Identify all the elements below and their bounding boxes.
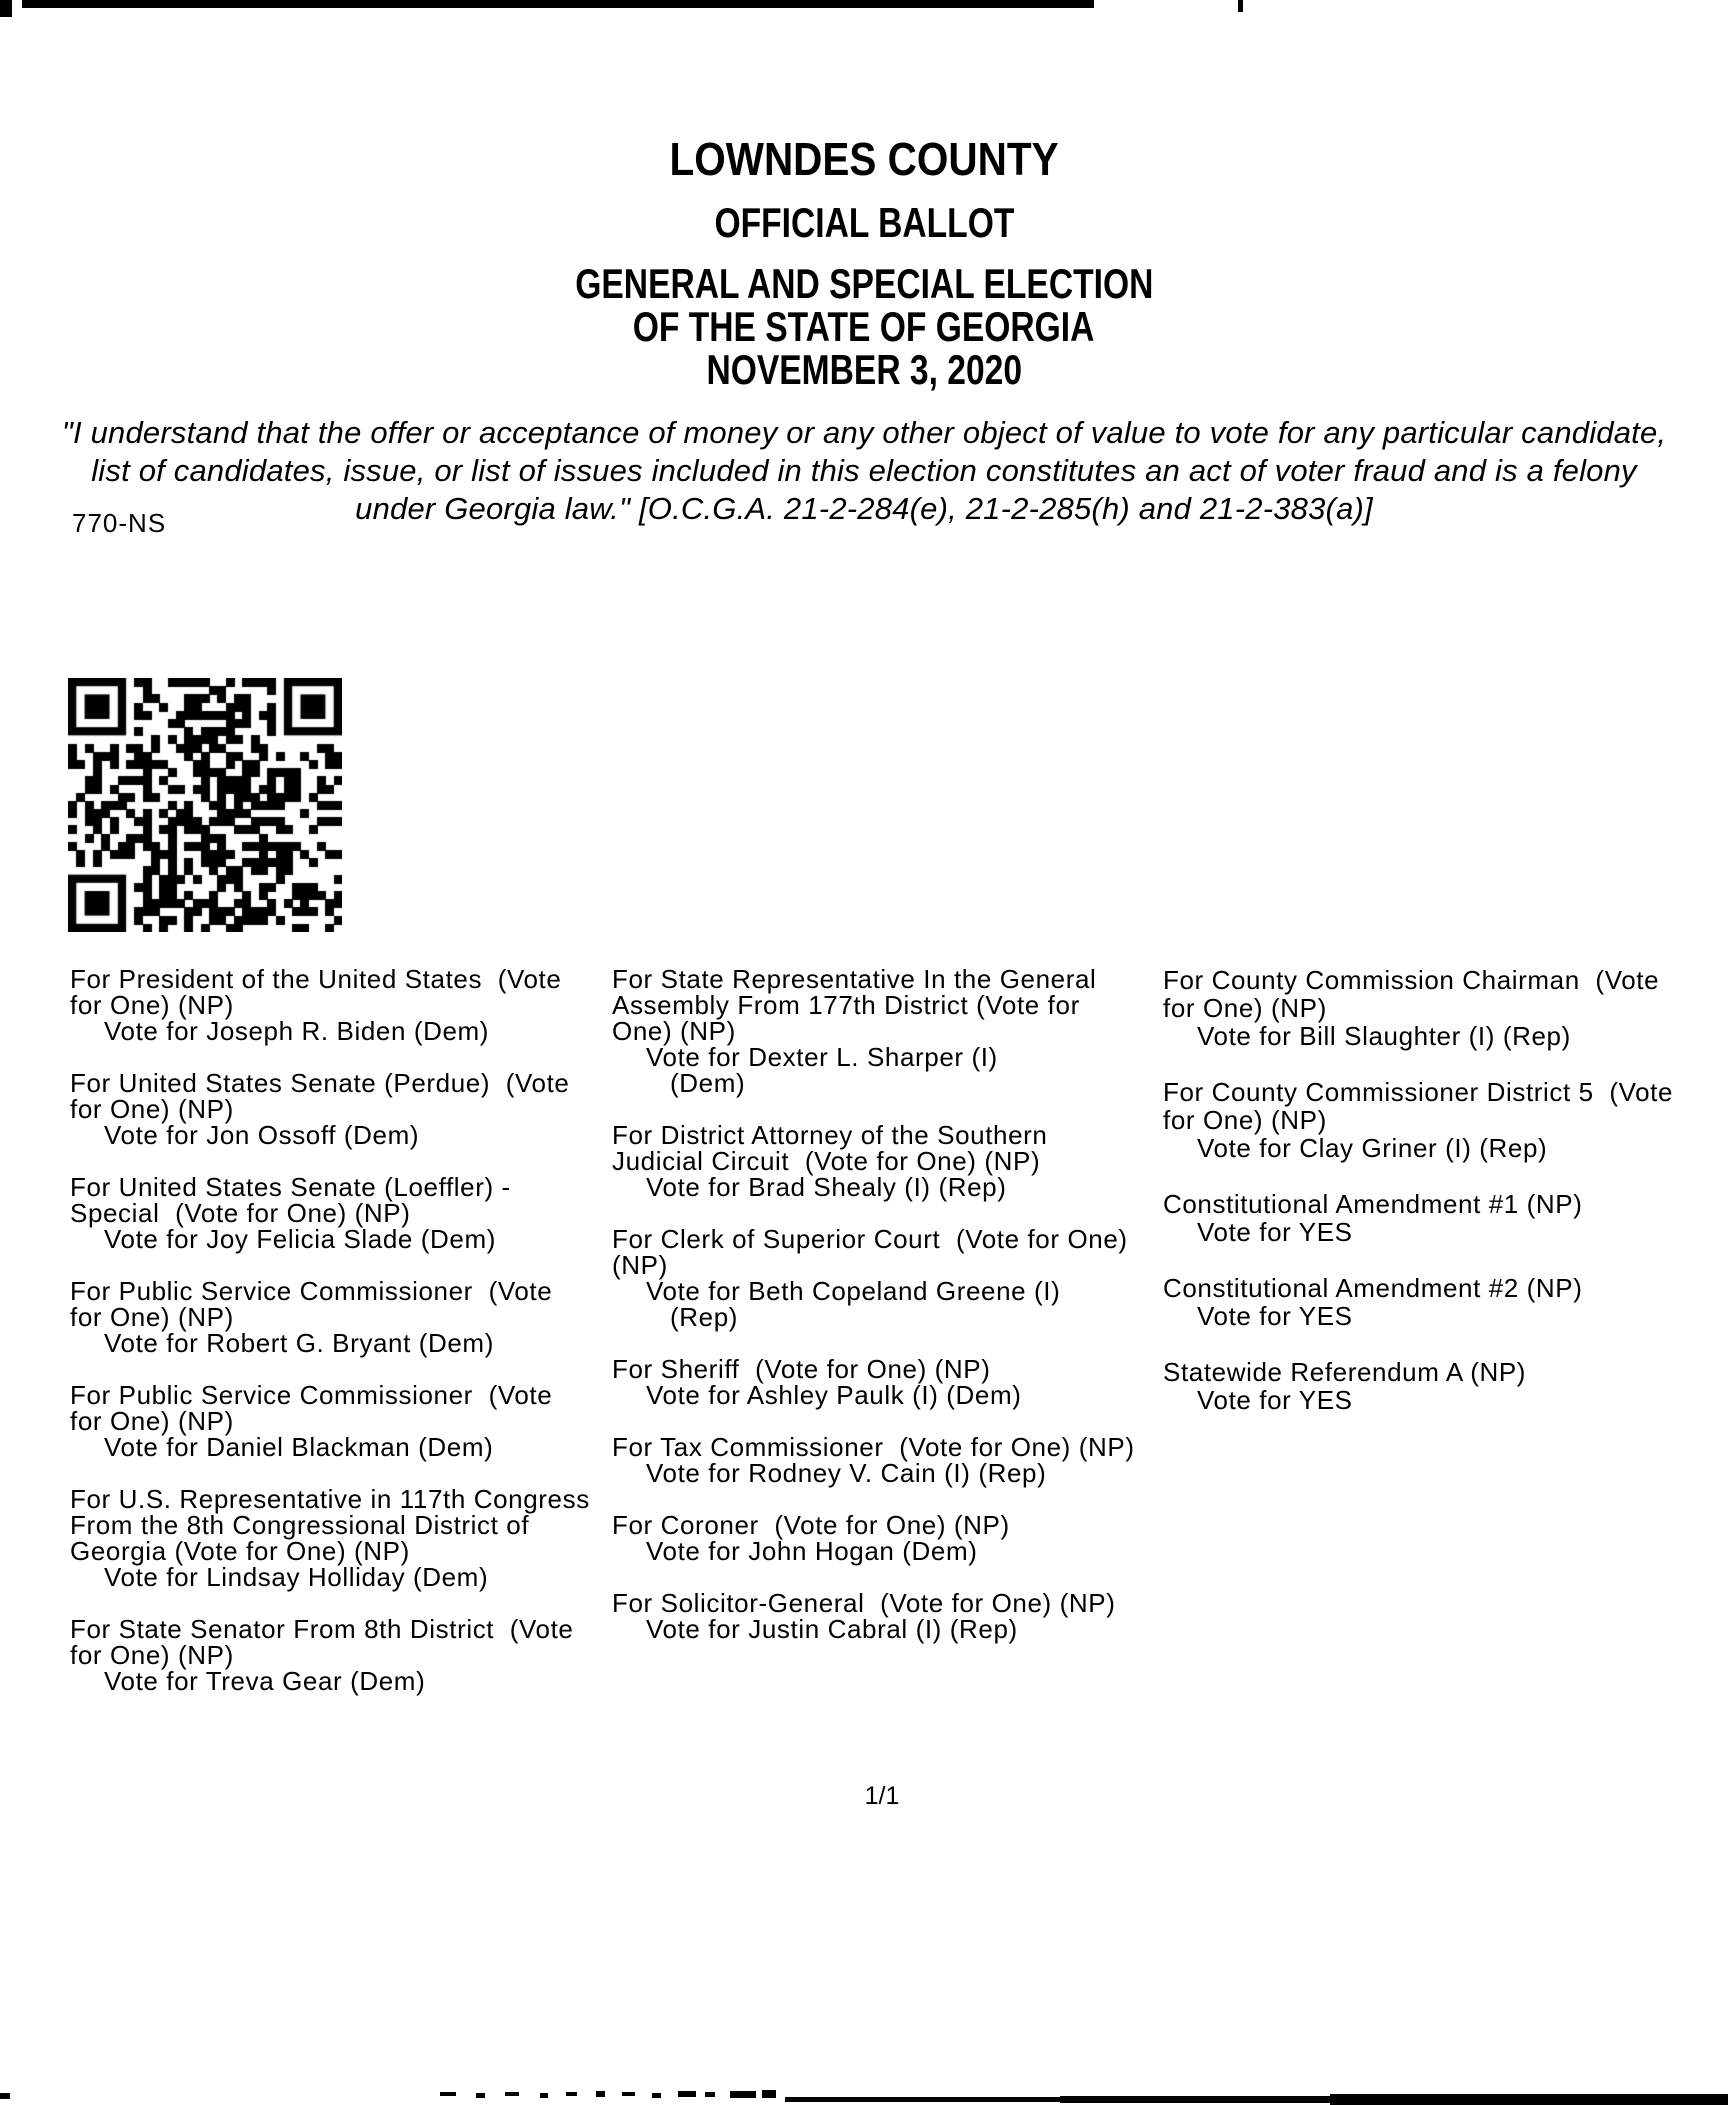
bottom-cutoff-artifact xyxy=(596,2091,605,2097)
contest xyxy=(70,1382,618,1460)
ballot-title: OFFICIAL BALLOT xyxy=(714,199,1014,246)
vote-selection-line: (Dem) xyxy=(670,1068,746,1098)
ballot-column-center xyxy=(612,966,1164,1668)
vote-selection-line: Vote for YES xyxy=(1197,1217,1353,1247)
contest-heading-line: for One) (NP) xyxy=(70,1302,234,1332)
ballot-column-left xyxy=(70,966,618,1720)
vote-selection-line: Vote for John Hogan (Dem) xyxy=(646,1536,978,1566)
bottom-cutoff-artifact xyxy=(678,2091,696,2097)
contest-heading-line: For Public Service Commissioner (Vote xyxy=(70,1380,553,1410)
bottom-cutoff-artifact xyxy=(730,2091,756,2098)
contest-heading-line: for One) (NP) xyxy=(70,990,234,1020)
contest-heading-line: For President of the United States (Vote xyxy=(70,964,562,994)
bottom-cutoff-artifact xyxy=(762,2090,776,2098)
contest xyxy=(70,1070,618,1148)
bottom-cutoff-artifact xyxy=(505,2092,519,2096)
contest-heading-line: For Clerk of Superior Court (Vote for One) xyxy=(612,1224,1128,1254)
contest-heading-line: From the 8th Congressional District of xyxy=(70,1510,530,1540)
contest xyxy=(612,1590,1164,1642)
contest xyxy=(612,1122,1164,1200)
contest xyxy=(612,966,1164,1096)
contest-heading-line: For State Senator From 8th District (Vote xyxy=(70,1614,574,1644)
contest xyxy=(612,1434,1164,1486)
contest xyxy=(1163,966,1728,1050)
contest xyxy=(612,1356,1164,1408)
contest-heading-line: For County Commission Chairman (Vote xyxy=(1163,965,1660,995)
ballot-column-right xyxy=(1163,966,1728,1442)
contest-heading-line: For District Attorney of the Southern xyxy=(612,1120,1048,1150)
contest xyxy=(70,1486,618,1590)
scan-artifact-bottom-left xyxy=(0,2093,10,2099)
contest-heading-line: Georgia (Vote for One) (NP) xyxy=(70,1536,410,1566)
contest xyxy=(1163,1078,1728,1162)
contest-heading-line: (NP) xyxy=(612,1250,668,1280)
election-title xyxy=(0,262,1728,391)
page-number: 1/1 xyxy=(864,1782,900,1810)
contest-heading-line: One) (NP) xyxy=(612,1016,736,1046)
top-rule xyxy=(22,0,1094,8)
bottom-cutoff-artifact xyxy=(440,2092,456,2096)
election-title-line: NOVEMBER 3, 2020 xyxy=(706,346,1022,393)
contest-heading-line: for One) (NP) xyxy=(1163,993,1327,1023)
vote-selection-line: Vote for Jon Ossoff (Dem) xyxy=(104,1120,420,1150)
contest xyxy=(70,1278,618,1356)
contest-heading-line: For Solicitor-General (Vote for One) (NP) xyxy=(612,1588,1116,1618)
contest xyxy=(70,966,618,1044)
contest xyxy=(612,1226,1164,1330)
vote-selection-line: Vote for Daniel Blackman (Dem) xyxy=(104,1432,494,1462)
contest xyxy=(612,1512,1164,1564)
contest xyxy=(70,1174,618,1252)
county-title: LOWNDES COUNTY xyxy=(669,133,1059,185)
disclaimer-line: "I understand that the offer or acceptance of money or any other object of value to vote for any particular candidate, xyxy=(61,415,1667,450)
contest-heading-line: Assembly From 177th District (Vote for xyxy=(612,990,1080,1020)
vote-selection-line: Vote for Joy Felicia Slade (Dem) xyxy=(104,1224,497,1254)
vote-selection-line: Vote for Beth Copeland Greene (I) xyxy=(646,1276,1061,1306)
bottom-cutoff-artifact xyxy=(705,2092,715,2097)
disclaimer-line: under Georgia law." [O.C.G.A. 21-2-284(e), 21-2-285(h) and 21-2-383(a)] xyxy=(355,491,1373,526)
vote-selection-line: Vote for Rodney V. Cain (I) (Rep) xyxy=(646,1458,1047,1488)
contest-heading-line: For United States Senate (Perdue) (Vote xyxy=(70,1068,570,1098)
election-title-line: GENERAL AND SPECIAL ELECTION xyxy=(574,260,1154,307)
bottom-cutoff-artifact xyxy=(540,2093,548,2098)
scan-artifact-top-tick xyxy=(1238,0,1243,12)
contest xyxy=(1163,1190,1728,1246)
vote-selection-line: Vote for YES xyxy=(1197,1385,1353,1415)
vote-selection-line: Vote for Joseph R. Biden (Dem) xyxy=(104,1016,490,1046)
contest-heading-line: For State Representative In the General xyxy=(612,964,1097,994)
vote-selection-line: Vote for Treva Gear (Dem) xyxy=(104,1666,426,1696)
vote-selection-line: Vote for Brad Shealy (I) (Rep) xyxy=(646,1172,1007,1202)
contest-heading-line: Special (Vote for One) (NP) xyxy=(70,1198,411,1228)
vote-selection-line: Vote for Justin Cabral (I) (Rep) xyxy=(646,1614,1018,1644)
contest-heading-line: Constitutional Amendment #1 (NP) xyxy=(1163,1189,1583,1219)
voter-fraud-disclaimer xyxy=(0,414,1728,528)
vote-selection-line: Vote for Clay Griner (I) (Rep) xyxy=(1197,1133,1548,1163)
contest-heading-line: Constitutional Amendment #2 (NP) xyxy=(1163,1273,1583,1303)
election-title-line: OF THE STATE OF GEORGIA xyxy=(633,303,1095,350)
contest-heading-line: For U.S. Representative in 117th Congress xyxy=(70,1484,590,1514)
bottom-cutoff-artifact xyxy=(566,2092,577,2096)
contest xyxy=(1163,1274,1728,1330)
contest xyxy=(70,1616,618,1694)
vote-selection-line: Vote for YES xyxy=(1197,1301,1353,1331)
vote-selection-line: Vote for Ashley Paulk (I) (Dem) xyxy=(646,1380,1022,1410)
contest-heading-line: For County Commissioner District 5 (Vote xyxy=(1163,1077,1674,1107)
vote-selection-line: (Rep) xyxy=(670,1302,739,1332)
bottom-cutoff-artifact xyxy=(652,2093,661,2098)
contest-heading-line: Statewide Referendum A (NP) xyxy=(1163,1357,1527,1387)
bottom-rule xyxy=(1330,2094,1728,2105)
contest-heading-line: for One) (NP) xyxy=(1163,1105,1327,1135)
vote-selection-line: Vote for Bill Slaughter (I) (Rep) xyxy=(1197,1021,1571,1051)
contest-heading-line: For United States Senate (Loeffler) - xyxy=(70,1172,511,1202)
vote-selection-line: Vote for Robert G. Bryant (Dem) xyxy=(104,1328,494,1358)
bottom-cutoff-artifact xyxy=(476,2093,485,2098)
contest-heading-line: For Public Service Commissioner (Vote xyxy=(70,1276,553,1306)
qr-code xyxy=(68,678,342,932)
contest-heading-line: For Coroner (Vote for One) (NP) xyxy=(612,1510,1010,1540)
contest-heading-line: For Sheriff (Vote for One) (NP) xyxy=(612,1354,991,1384)
ballot-style-code: 770-NS xyxy=(72,508,167,538)
contest-heading-line: for One) (NP) xyxy=(70,1406,234,1436)
contest-heading-line: For Tax Commissioner (Vote for One) (NP) xyxy=(612,1432,1135,1462)
disclaimer-line: list of candidates, issue, or list of issues included in this election constitutes an act of voter fraud and is a felony xyxy=(91,453,1637,488)
scan-artifact-top-left xyxy=(0,0,12,17)
vote-selection-line: Vote for Dexter L. Sharper (I) xyxy=(646,1042,998,1072)
contest-heading-line: Judicial Circuit (Vote for One) (NP) xyxy=(612,1146,1041,1176)
contest xyxy=(1163,1358,1728,1414)
contest-heading-line: for One) (NP) xyxy=(70,1094,234,1124)
contest-heading-line: for One) (NP) xyxy=(70,1640,234,1670)
bottom-cutoff-artifact xyxy=(622,2092,635,2096)
vote-selection-line: Vote for Lindsay Holliday (Dem) xyxy=(104,1562,489,1592)
